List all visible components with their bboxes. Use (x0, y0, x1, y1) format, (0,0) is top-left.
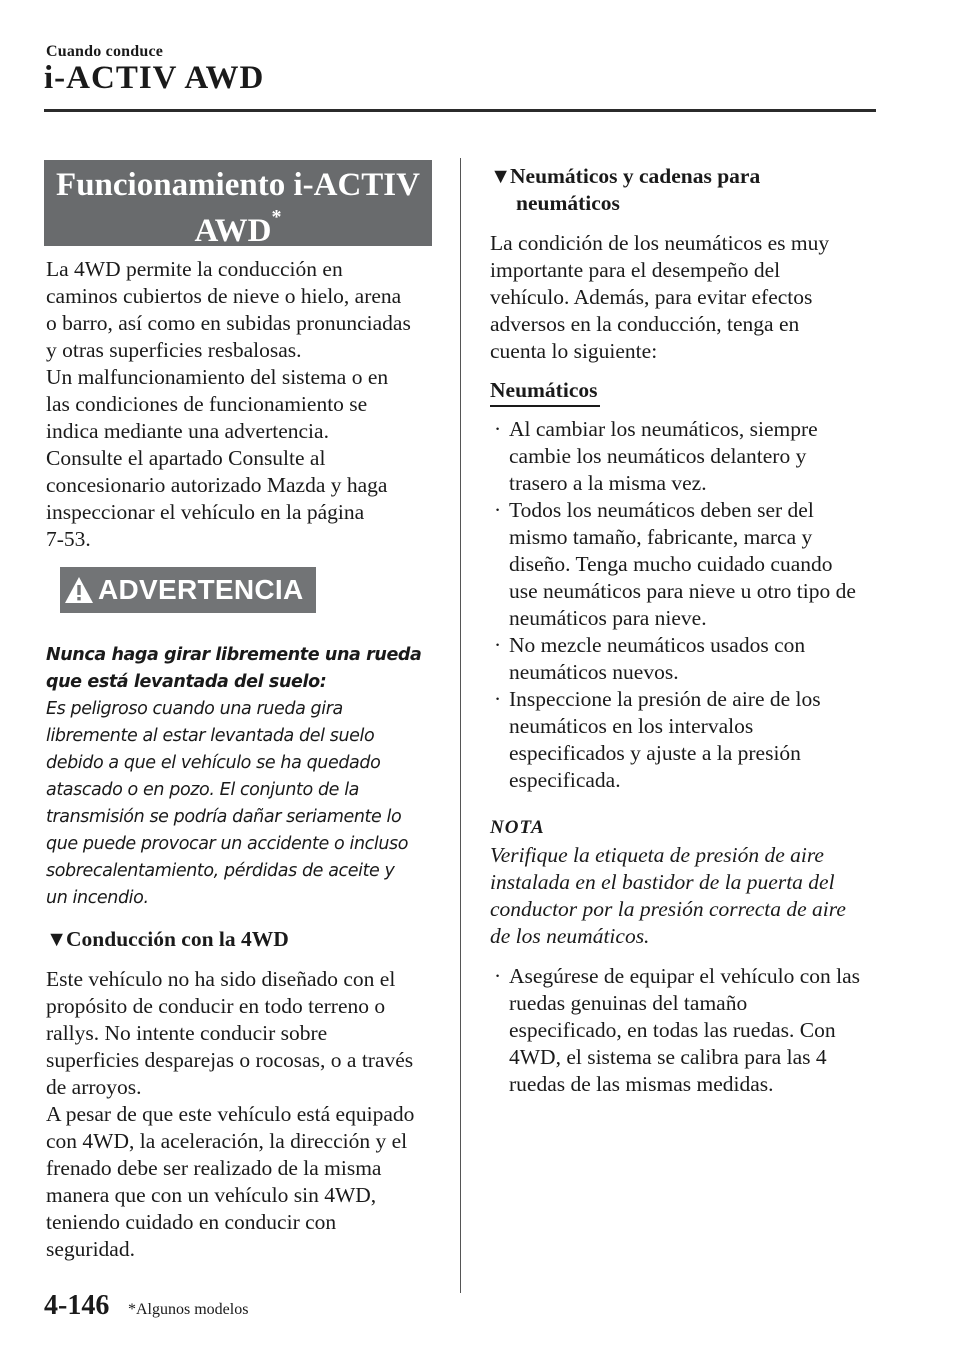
text-line: inspeccionar el vehículo en la página (46, 500, 365, 524)
warning-body-line: Es peligroso cuando una rueda gira (46, 699, 343, 719)
text-line: superficies desparejas o rocosas, o a través (46, 1048, 414, 1072)
note-title: NOTA (490, 817, 545, 838)
note-bullet-list (490, 963, 890, 1098)
section-banner (44, 160, 432, 249)
text-line: Un malfuncionamiento del sistema o en (46, 365, 389, 389)
chapter-title: i-ACTIV AWD (44, 60, 265, 96)
text-line: Todos los neumáticos deben ser del (509, 498, 814, 522)
text-line: manera que con un vehículo sin 4WD, (46, 1183, 377, 1207)
warning-label-box (60, 567, 316, 613)
text-line: La condición de los neumáticos es muy (490, 231, 830, 255)
bullet-icon: · (494, 633, 502, 657)
text-line: teniendo cuidado en conducir con (46, 1210, 337, 1234)
text-line: La 4WD permite la conducción en (46, 257, 343, 281)
warning-body-line: libremente al estar levantada del suelo (46, 726, 375, 746)
section-4wd-paragraph (46, 966, 446, 1263)
page-number: 4-146 (44, 1290, 110, 1321)
text-line: trasero a la misma vez. (509, 471, 707, 495)
text-line: neumáticos nuevos. (509, 660, 679, 684)
intro-paragraph (46, 256, 446, 553)
banner-asterisk: * (271, 206, 282, 228)
text-line: concesionario autorizado Mazda y haga (46, 473, 388, 497)
text-line: No mezcle neumáticos usados con (509, 633, 806, 657)
text-line: y otras superficies resbalosas. (46, 338, 302, 362)
triangle-marker-icon: ▼ (490, 164, 512, 188)
sublabel-underline (490, 405, 600, 407)
banner-title-awd: AWD (194, 213, 272, 249)
section-heading-text: Conducción con la 4WD (66, 927, 289, 951)
text-line: rallys. No intente conducir sobre (46, 1021, 328, 1045)
header-rule (44, 109, 876, 112)
text-line: seguridad. (46, 1237, 135, 1261)
text-line: con 4WD, la aceleración, la dirección y el (46, 1129, 408, 1153)
bullet-icon: · (494, 417, 502, 441)
warning-heading-line: que está levantada del suelo: (46, 672, 327, 692)
text-line: ruedas genuinas del tamaño (509, 991, 748, 1015)
tires-sublabel: Neumáticos (490, 378, 598, 402)
text-line: cambie los neumáticos delantero y (509, 444, 807, 468)
text-line: use neumáticos para nieve u otro tipo de (509, 579, 856, 603)
text-line: Inspeccione la presión de aire de los (509, 687, 821, 711)
text-line: las condiciones de funcionamiento se (46, 392, 368, 416)
warning-label: ADVERTENCIA (98, 574, 304, 605)
list-item (490, 632, 890, 686)
warning-body-line: transmisión se podría dañar seriamente lo (46, 807, 402, 827)
text-line: Verifique la etiqueta de presión de aire (490, 843, 824, 867)
text-line: Al cambiar los neumáticos, siempre (509, 417, 818, 441)
tires-intro-paragraph (490, 230, 880, 365)
text-line: 4WD, el sistema se calibra para las 4 (509, 1045, 827, 1069)
warning-body-line: sobrecalentamiento, pérdidas de aceite y (46, 861, 395, 881)
text-line: diseño. Tenga mucho cuidado cuando (509, 552, 833, 576)
text-line: Asegúrese de equipar el vehículo con las (509, 964, 861, 988)
triangle-marker-icon: ▼ (46, 927, 68, 951)
warning-body-line: atascado o en pozo. El conjunto de la (46, 780, 359, 800)
text-line: ruedas de las mismas medidas. (509, 1072, 774, 1096)
section-heading-4wd (46, 926, 446, 953)
text-line: neumáticos para nieve. (509, 606, 707, 630)
text-line: frenado debe ser realizado de la misma (46, 1156, 382, 1180)
text-line: especificados y ajuste a la presión (509, 741, 801, 765)
footnote: *Algunos modelos (128, 1301, 249, 1318)
text-line: mismo tamaño, fabricante, marca y (509, 525, 813, 549)
text-line: especificado, en todas las ruedas. Con (509, 1018, 836, 1042)
text-line: adversos en la conducción, tenga en (490, 312, 800, 336)
text-line: Este vehículo no ha sido diseñado con el (46, 967, 396, 991)
bullet-icon: · (494, 498, 502, 522)
text-line: A pesar de que este vehículo está equipado (46, 1102, 415, 1126)
warning-triangle-icon (64, 575, 94, 605)
banner-title-line2 (44, 204, 432, 250)
text-line: caminos cubiertos de nieve o hielo, arena (46, 284, 402, 308)
text-line: indica mediante una advertencia. (46, 419, 329, 443)
column-divider (460, 158, 461, 1293)
text-line: Consulte el apartado Consulte al (46, 446, 326, 470)
bullet-icon: · (494, 964, 502, 988)
text-line: propósito de conducir en todo terreno o (46, 994, 386, 1018)
list-item (490, 416, 890, 497)
note-text (490, 842, 870, 950)
text-line: importante para el desempeño del (490, 258, 781, 282)
section-heading-text: neumáticos (516, 191, 620, 215)
text-line: neumáticos en los intervalos (509, 714, 754, 738)
text-line: especificada. (509, 768, 621, 792)
list-item (490, 497, 890, 632)
section-heading-tires (490, 163, 890, 217)
warning-body-line: debido a que el vehículo se ha quedado (46, 753, 381, 773)
list-item (490, 963, 890, 1098)
text-line: vehículo. Además, para evitar efectos (490, 285, 813, 309)
text-line: o barro, así como en subidas pronunciadas (46, 311, 411, 335)
text-line: de los neumáticos. (490, 924, 650, 948)
banner-title-line1: Funcionamiento i-ACTIV (56, 167, 420, 203)
text-line: cuenta lo siguiente: (490, 339, 658, 363)
text-line: 7-53. (46, 527, 91, 551)
tires-bullet-list (490, 416, 890, 794)
warning-body-line: un incendio. (46, 888, 149, 908)
warning-heading-line: Nunca haga girar libremente una rueda (46, 645, 422, 665)
section-heading-text: Neumáticos y cadenas para (510, 164, 761, 188)
warning-body-line: que puede provocar un accidente o incluso (46, 834, 409, 854)
section-label: Cuando conduce (46, 43, 164, 60)
list-item (490, 686, 890, 794)
warning-text (46, 642, 436, 912)
bullet-icon: · (494, 687, 502, 711)
text-line: instalada en el bastidor de la puerta del (490, 870, 835, 894)
text-line: conductor por la presión correcta de aire (490, 897, 846, 921)
text-line: de arroyos. (46, 1075, 142, 1099)
